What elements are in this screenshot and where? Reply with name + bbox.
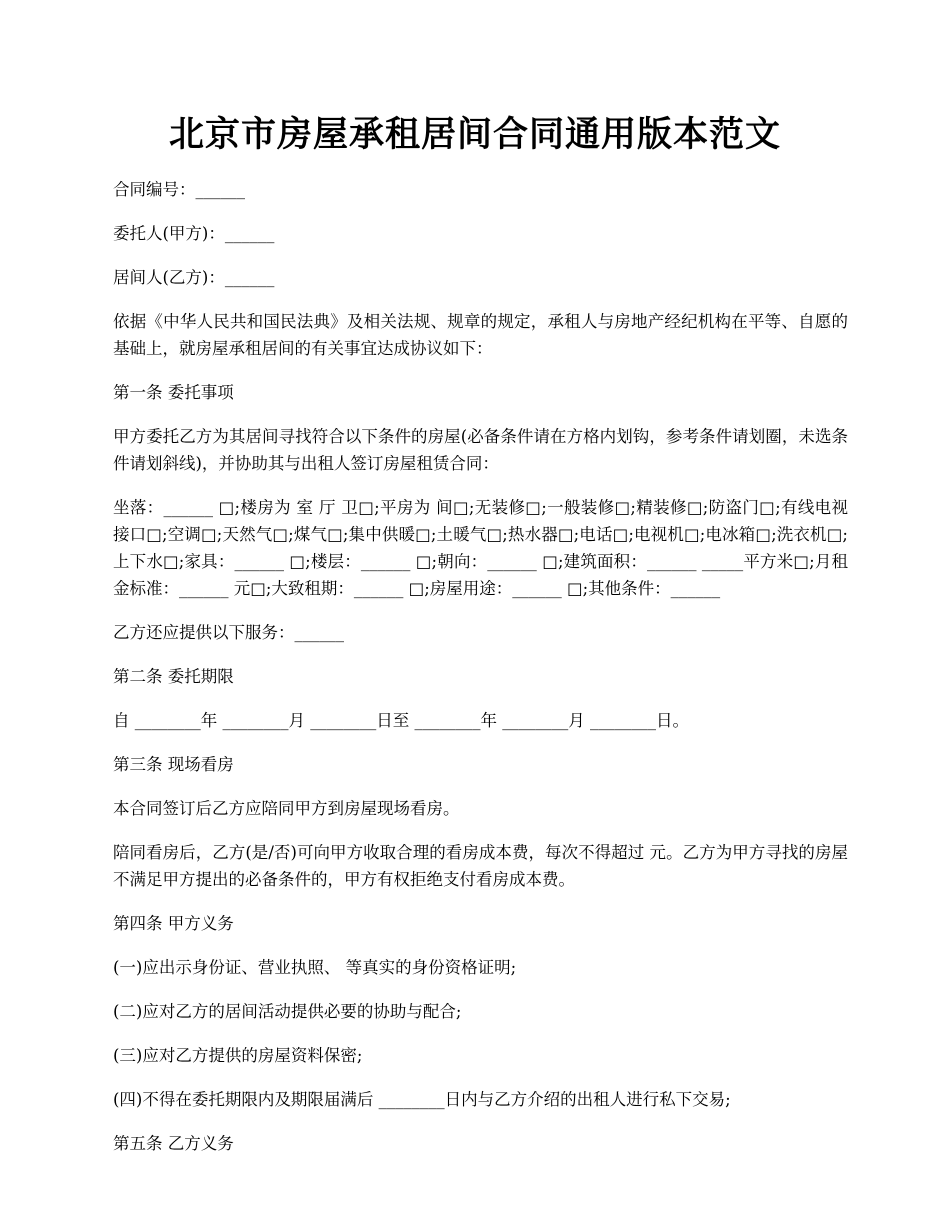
party-a-duty-4: (四)不得在委托期限内及期限届满后 ________日内与乙方介绍的出租人进行私下交易;	[113, 1090, 731, 1109]
article-2-heading: 第二条 委托期限	[113, 667, 234, 686]
article-5-heading: 第五条 乙方义务	[113, 1134, 234, 1153]
article-1-paragraph: 甲方委托乙方为其居间寻找符合以下条件的房屋(必备条件请在方格内划钩，参考条件请划圈，未选条件请划斜线)，并协助其与出租人签订房屋租赁合同：	[113, 427, 848, 473]
viewing-fee-paragraph: 陪同看房后，乙方(是/否)可向甲方收取合理的看房成本费，每次不得超过 元。乙方为甲方寻找的房屋不满足甲方提出的必备条件的，甲方有权拒绝支付看房成本费。	[113, 843, 848, 889]
contract-number-line: 合同编号：______	[113, 180, 245, 199]
additional-services-line: 乙方还应提供以下服务：______	[113, 623, 344, 642]
party-a-duty-1: (一)应出示身份证、营业执照、 等真实的身份资格证明;	[113, 958, 517, 977]
party-a-duty-2: (二)应对乙方的居间活动提供必要的协助与配合;	[113, 1002, 462, 1021]
party-a-line: 委托人(甲方)：______	[113, 224, 275, 243]
document-body	[113, 176, 848, 1174]
article-4-heading: 第四条 甲方义务	[113, 914, 234, 933]
preamble-paragraph: 依据《中华人民共和国民法典》及相关法规、规章的规定，承租人与房地产经纪机构在平等、自愿的基础上，就房屋承租居间的有关事宜达成协议如下：	[113, 312, 848, 358]
party-a-duty-3: (三)应对乙方提供的房屋资料保密;	[113, 1046, 363, 1065]
document-title: 北京市房屋承租居间合同通用版本范文	[168, 114, 781, 155]
viewing-paragraph: 本合同签订后乙方应陪同甲方到房屋现场看房。	[113, 799, 460, 818]
article-1-heading: 第一条 委托事项	[113, 383, 234, 402]
article-3-heading: 第三条 现场看房	[113, 755, 234, 774]
term-dates-line: 自 ________年 ________月 ________日至 ________年 ________月 ________日。	[113, 711, 689, 730]
party-b-line: 居间人(乙方)：______	[113, 268, 275, 287]
property-conditions-paragraph: 坐落：______ □;楼房为 室 厅 卫□;平房为 间□;无装修□;一般装修□;精装修□;防盗门□;有线电视接口□;空调□;天然气□;煤气□;集中供暖□;土暖气□;热水器□;电话□;电视机□;电冰箱□;洗衣机□;上下水□;家具：______ □;楼层：______ □;朝向：______ □;建筑面积：______ _____平方米□;月租金标准：______ 元□;大致租期：______ □;房屋用途：______ □;其他条件：______	[113, 498, 848, 598]
